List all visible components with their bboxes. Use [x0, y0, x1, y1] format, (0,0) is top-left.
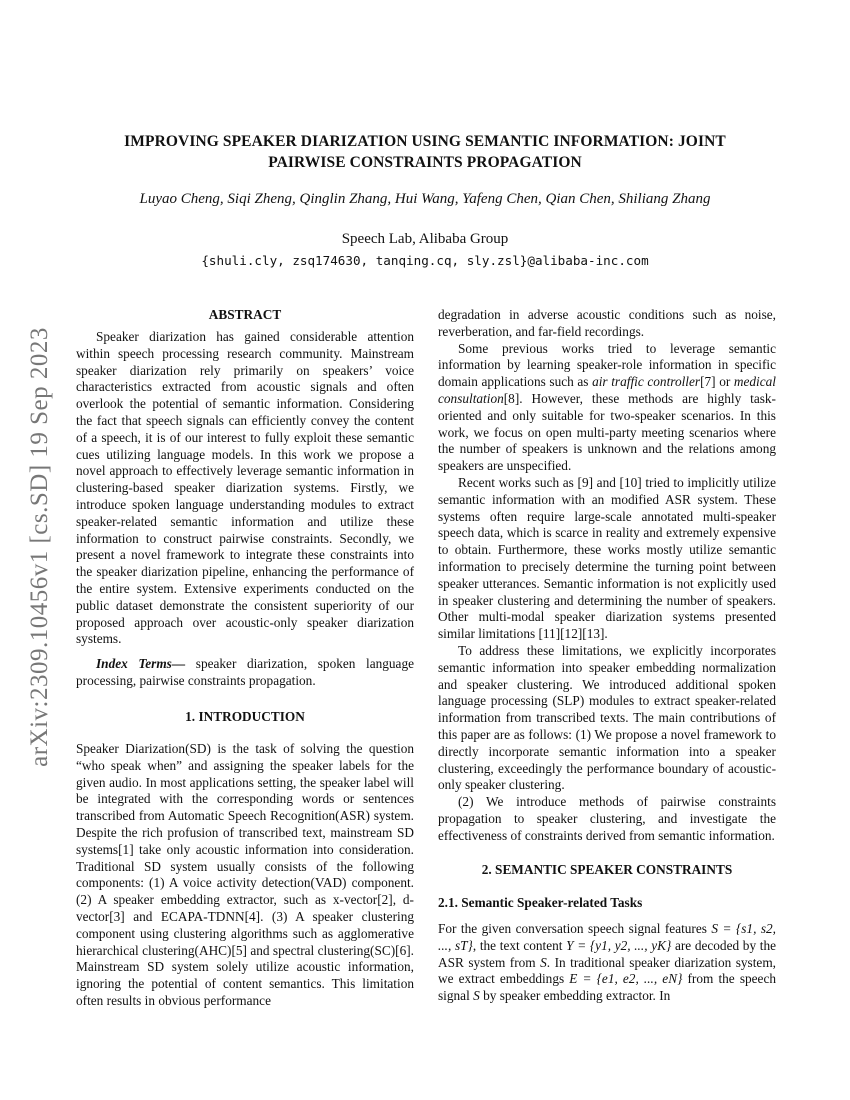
- arxiv-stamp: [20, 297, 60, 797]
- s2-math-S2: S: [473, 988, 480, 1004]
- arxiv-id: arXiv:2309.10456v1 [cs.SD] 19 Sep 2023: [26, 327, 53, 767]
- abstract-heading: ABSTRACT: [208, 307, 282, 322]
- abstract-text: Speaker diarization has gained considerable attention within speech processing research community. Mainstream speaker diarization rely primarily on speakers’ voice characteristics extracted from acoustic signals and often overlook the potential of semantic information. Considering the fact that speech signals can efficiently convey the content of a speech, it is of our interest to fully exploit these semantic cues utilizing language models. In this work we propose a novel approach to effectively leverage semantic information in clustering-based speaker diarization systems. Firstly, we introduce spoken language understanding modules to extract speaker-related semantic information and utilize these information to construct pairwise constraints. Secondly, we present a novel framework to integrate these constraints into the speaker diarization pipeline, enhancing the performance of the entire system. Extensive experiments conducted on the public dataset demonstrate the consistent superiority of our proposed approach over acoustic-only speaker diarization systems.: [76, 329, 414, 647]
- intro-paragraph-2: [438, 341, 776, 475]
- intro-p2-text-c: [8]. However, these methods are highly task-oriented and only suitable for two-speaker scenarios. In this work, we focus on open multi-party meeting scenarios where the number of speakers is unknown and the relations among speakers are unspecified.: [438, 390, 776, 474]
- s2-text-a: For the given conversation speech signal features: [438, 921, 712, 936]
- s2-text-d: . In traditional speaker diarization system, we extract embeddings: [438, 954, 776, 987]
- intro-body-left: [76, 741, 414, 1010]
- intro-paragraph-1: Speaker Diarization(SD) is the task of solving the question “who speak when” and assigning the speaker labels for the given audio. In most applications setting, the speaker label will be integrated with the corresponding words or sentences transcribed from Automatic Speech Recognition(ASR) system. Despite the rich profusion of transcribed text, mainstream SD systems[1] take only acoustic information into consideration. Traditional SD system usually consists of the following components: (1) A voice activity detection(VAD) component. (2) A speaker embedding extractor, such as x-vector[2], d-vector[3] and ECAPA-TDNN[4]. (3) A speaker clustering component using clustering algorithms such as agglomerative hierarchical clustering(AHC)[5] and spectral clustering(SC)[6]. Mainstream SD system solely utilize acoustic information, ignoring the potential of content semantics. This limitation often results in obvious performance: [76, 741, 414, 1008]
- s2-text-c: are decoded by the ASR system from: [438, 937, 776, 970]
- intro-paragraph-4: To address these limitations, we explicitly incorporates semantic information into speaker embedding normalization and speaker clustering. We introduced additional spoken language processing (SLP) modules to extract speaker-related information from transcribed texts. The main contributions of this paper are as follows: (1) We propose a novel framework to directly incorporate semantic information into a speaker clustering, exceedingly the performance boundary of acoustic-only speaker clustering.: [438, 642, 776, 793]
- section2-heading: 2. SEMANTIC SPEAKER CONSTRAINTS: [481, 862, 733, 877]
- section2-body: [438, 921, 776, 1005]
- intro-p2-text-a: Some previous works tried to leverage semantic information by learning speaker-role information in specific domain applications such as: [438, 340, 776, 390]
- s2-math-E: E = {e1, e2, ..., eN}: [569, 971, 683, 987]
- author-emails: {shuli.cly, zsq174630, tanqing.cq, sly.zsl}@alibaba-inc.com: [201, 253, 649, 268]
- s2-math-S1: S: [540, 954, 547, 970]
- abstract-body: [76, 329, 414, 690]
- intro-paragraph-1-cont: degradation in adverse acoustic conditions such as noise, reverberation, and far-field recordings.: [438, 307, 776, 339]
- author-list: Luyao Cheng, Siqi Zheng, Qinglin Zhang, Hui Wang, Yafeng Chen, Qian Chen, Shiliang Zhang: [139, 191, 711, 207]
- s2-text-f: by speaker embedding extractor. In: [479, 988, 671, 1004]
- section2-1-heading: 2.1. Semantic Speaker-related Tasks: [438, 895, 643, 910]
- intro-p2-text-b: [7] or: [700, 374, 734, 390]
- s2-math-S: S = {s1, s2, ..., sT}: [438, 921, 777, 953]
- s2-text-b: , the text content: [472, 937, 567, 953]
- intro-paragraph-3: Recent works such as [9] and [10] tried to implicitly utilize semantic information with an modified ASR system. These systems often require large-scale annotated multi-speaker speech data, which is scarce in reality and extremely expensive to obtain. Furthermore, these works mostly utilize semantic information to precisely determine the turning point between speaker utterances. Semantic information is not explicitly used in speaker clustering and determining the number of speakers. Other multi-modal speaker diarization systems presented similar limitations [11][12][13].: [438, 474, 776, 642]
- intro-paragraph-5: (2) We introduce methods of pairwise constraints propagation to speaker clustering, and investigate the effectiveness of constraints derived from semantic information.: [438, 794, 776, 843]
- paper-title: IMPROVING SPEAKER DIARIZATION USING SEMANTIC INFORMATION: JOINT PAIRWISE CONSTRAINTS PROPAGATION: [124, 133, 726, 171]
- section2-paragraph-1: [438, 921, 776, 1005]
- intro-p2-med: medical consultation: [438, 374, 776, 406]
- s2-text-e: from the speech signal: [438, 971, 776, 1004]
- intro-body-right: [438, 307, 776, 845]
- index-terms-label: Index Terms—: [96, 656, 186, 672]
- index-terms: [76, 656, 414, 690]
- intro-p2-atc: air traffic controller: [592, 374, 701, 390]
- affiliation: Speech Lab, Alibaba Group: [341, 231, 509, 247]
- s2-math-Y: Y = {y1, y2, ..., yK}: [566, 937, 672, 953]
- index-terms-text: speaker diarization, spoken language processing, pairwise constraints propagation.: [76, 656, 415, 688]
- intro-heading: 1. INTRODUCTION: [185, 709, 305, 724]
